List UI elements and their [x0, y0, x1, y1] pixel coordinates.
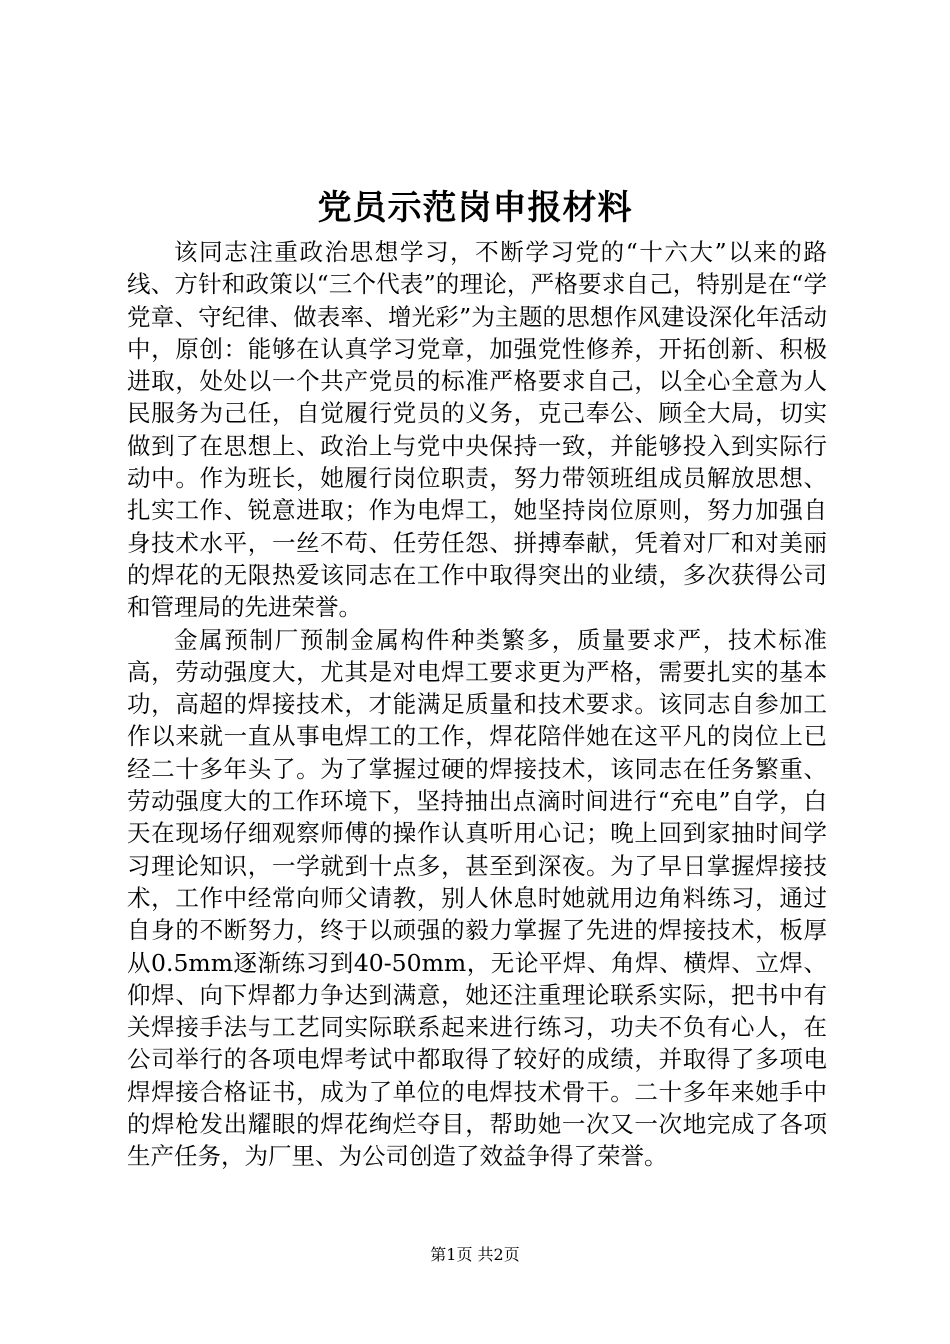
document-title: 党员示范岗申报材料 — [317, 188, 633, 228]
paragraph-2: 金属预制厂预制金属构件种类繁多，质量要求严，技术标准高，劳动强度大，尤其是对电焊工要求更为严格，需要扎实的基本功，高超的焊接技术，才能满足质量和技术要求。该同志自参加工作以来就一直从事电焊工的工作，焊花陪伴她在这平凡的岗位上已经二十多年头了。为了掌握过硬的焊接技术，该同志在任务繁重、劳动强度大的工作环境下，坚持抽出点滴时间进行“充电”自学，白天在现场仔细观察师傅的操作认真听用心记；晚上回到家抽时间学习理论知识，一学就到十点多，甚至到深夜。为了早日掌握焊接技术，工作中经常向师父请教，别人休息时她就用边角料练习，通过自身的不断努力，终于以顽强的毅力掌握了先进的焊接技术，板厚从0.5mm逐渐练习到40-50mm，无论平焊、角焊、横焊、立焊、仰焊、向下焊都力争达到满意，她还注重理论联系实际，把书中有关焊接手法与工艺同实际联系起来进行练习，功夫不负有心人，在公司举行的各项电焊考试中都取得了较好的成绩，并取得了多项电焊焊接合格证书，成为了单位的电焊技术骨干。二十多年来她手中的焊枪发出耀眼的焊花绚烂夺目，帮助她一次又一次地完成了各项生产任务，为厂里、为公司创造了效益争得了荣誉。 — [127, 625, 827, 1171]
paragraph-1: 该同志注重政治思想学习，不断学习党的“十六大”以来的路线、方针和政策以“三个代表”的理论，严格要求自己，特别是在“学党章、守纪律、做表率、增光彩”为主题的思想作风建设深化年活动中，原创：能够在认真学习党章，加强党性修养，开拓创新、积极进取，处处以一个共产党员的标准严格要求自己，以全心全意为人民服务为己任，自觉履行党员的义务，克己奉公、顾全大局，切实做到了在思想上、政治上与党中央保持一致，并能够投入到实际行动中。作为班长，她履行岗位职责，努力带领班组成员解放思想、扎实工作、锐意进取；作为电焊工，她坚持岗位原则，努力加强自身技术水平，一丝不苟、任劳任怨、拼搏奉献，凭着对厂和对美丽的焊花的无限热爱该同志在工作中取得突出的业绩，多次获得公司和管理局的先进荣誉。 — [127, 238, 827, 622]
page-number-footer: 第1页 共2页 — [430, 1245, 520, 1264]
document-body — [127, 236, 827, 1173]
